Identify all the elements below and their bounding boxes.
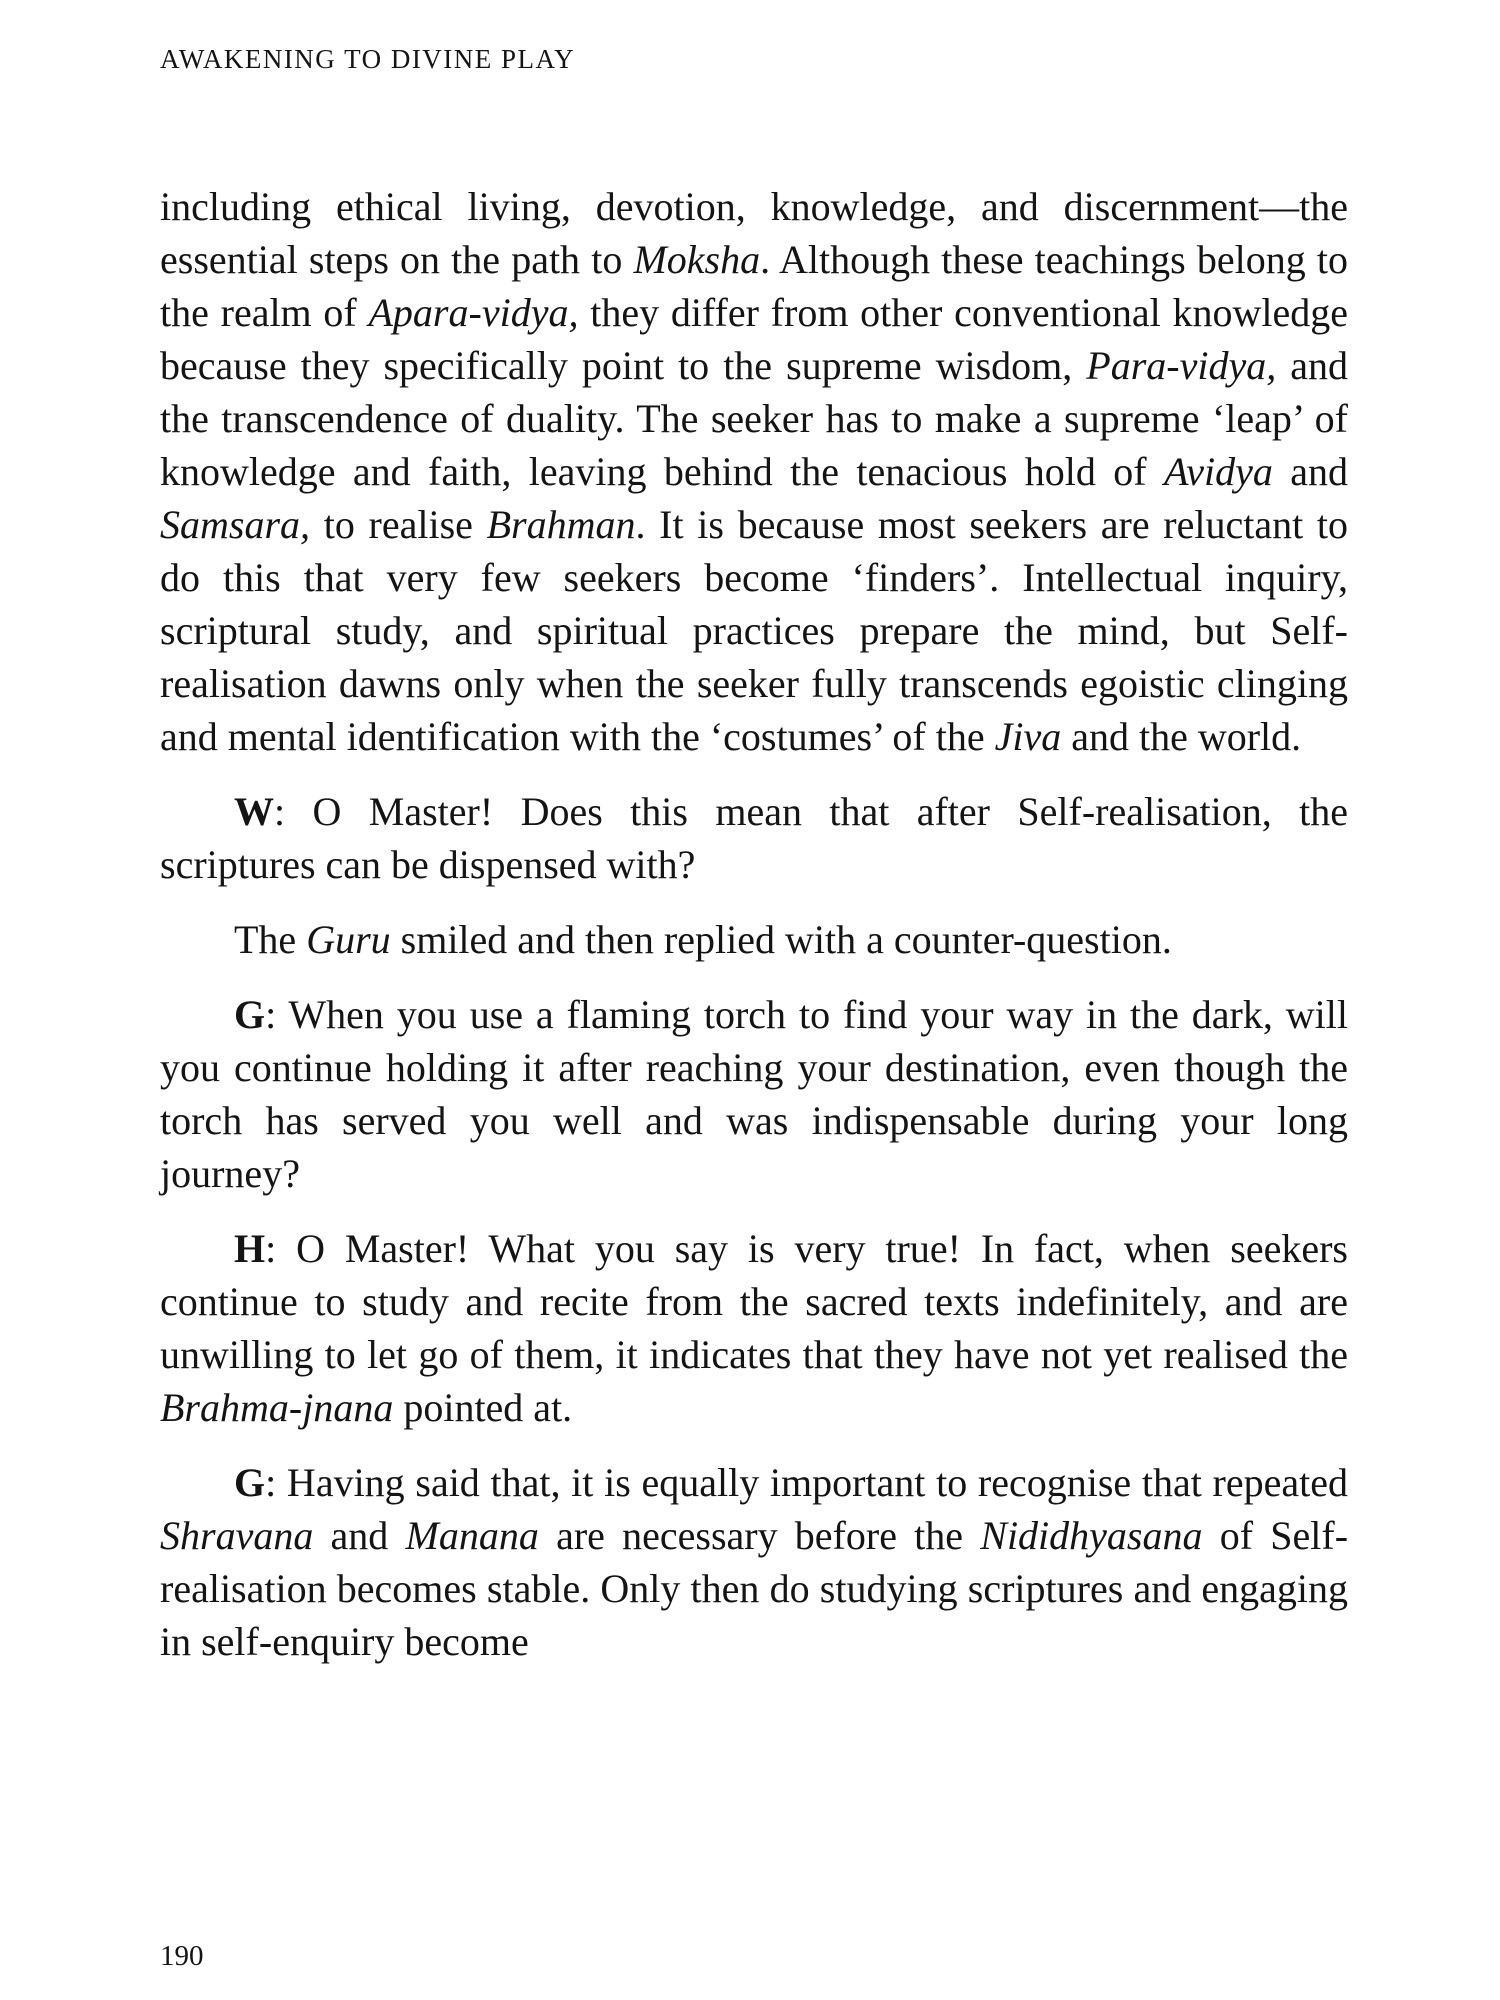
text-segment: : O Master! What you say is very true! In fact, when seekers continue to study and recite from the sacred texts indefinitely, and are unwilling to let go of them, it indicates that they have not yet realised the <box>160 1226 1348 1377</box>
italic-term: Brahma-jnana <box>160 1385 394 1430</box>
paragraph-6 <box>160 1456 1348 1668</box>
text-segment: of Self-realisation becomes stable. Only then do studying scriptures and engaging in self-enquiry become <box>160 1513 1349 1664</box>
speaker-label: W <box>234 789 274 834</box>
text-segment: The <box>234 917 307 962</box>
text-segment: and <box>1272 449 1348 494</box>
italic-term: Manana <box>405 1513 539 1558</box>
italic-term: Brahman <box>486 502 636 547</box>
text-segment: to realise <box>310 502 487 547</box>
text-segment: : Having said that, it is equally important to recognise that repeated <box>265 1460 1348 1505</box>
italic-term: Samsara, <box>160 502 311 547</box>
text-segment: : When you use a flaming torch to find your way in the dark, will you continue holding it after reaching your destination, even though the torch has served you well and was indispensable during your long journey? <box>160 992 1348 1196</box>
italic-term: Apara-vidya, <box>368 290 579 335</box>
text-segment: including ethical living, devotion, knowledge, and discernment—the essential steps on the path to <box>160 184 1348 282</box>
paragraph-1 <box>160 180 1348 763</box>
paragraph-5 <box>160 1222 1348 1434</box>
body-text <box>160 180 1348 1668</box>
text-segment: they differ from other conventional knowledge because they specifically point to the supreme wisdom, <box>160 290 1348 388</box>
text-segment: : O Master! Does this mean that after Self-realisation, the scriptures can be dispensed with? <box>160 789 1348 887</box>
paragraph-2 <box>160 785 1348 891</box>
italic-term: Guru <box>306 917 391 962</box>
paragraph-3 <box>160 913 1348 966</box>
speaker-label: G <box>234 992 266 1037</box>
page-number: 190 <box>160 1940 204 1972</box>
text-segment: and <box>313 1513 406 1558</box>
italic-term: Para-vidya, <box>1086 343 1277 388</box>
text-segment: and the transcendence of duality. The seeker has to make a supreme ‘leap’ of knowledge and faith, leaving behind the tenacious hold of <box>160 343 1348 494</box>
italic-term: Shravana <box>160 1513 314 1558</box>
text-segment: are necessary before the <box>538 1513 981 1558</box>
running-head: AWAKENING TO DIVINE PLAY <box>160 44 576 74</box>
paragraph-4 <box>160 988 1348 1200</box>
text-segment: smiled and then replied with a counter-question. <box>390 917 1172 962</box>
text-segment: and the world. <box>1061 714 1302 759</box>
text-segment: . It is because most seekers are reluctant to do this that very few seekers become ‘finders’. Intellectual inquiry, scriptural study, and spiritual practices prepare the mind, but Self-realisation dawns only when the seeker fully transcends egoistic clinging and mental identification with the ‘costumes’ of the <box>160 502 1348 759</box>
text-segment: . Although these teachings belong to the realm of <box>160 237 1348 335</box>
text-segment: pointed at. <box>393 1385 573 1430</box>
italic-term: Nididhyasana <box>980 1513 1203 1558</box>
speaker-label: H <box>234 1226 266 1271</box>
italic-term: Avidya <box>1163 449 1273 494</box>
italic-term: Jiva <box>994 714 1062 759</box>
speaker-label: G <box>234 1460 266 1505</box>
italic-term: Moksha <box>633 237 761 282</box>
